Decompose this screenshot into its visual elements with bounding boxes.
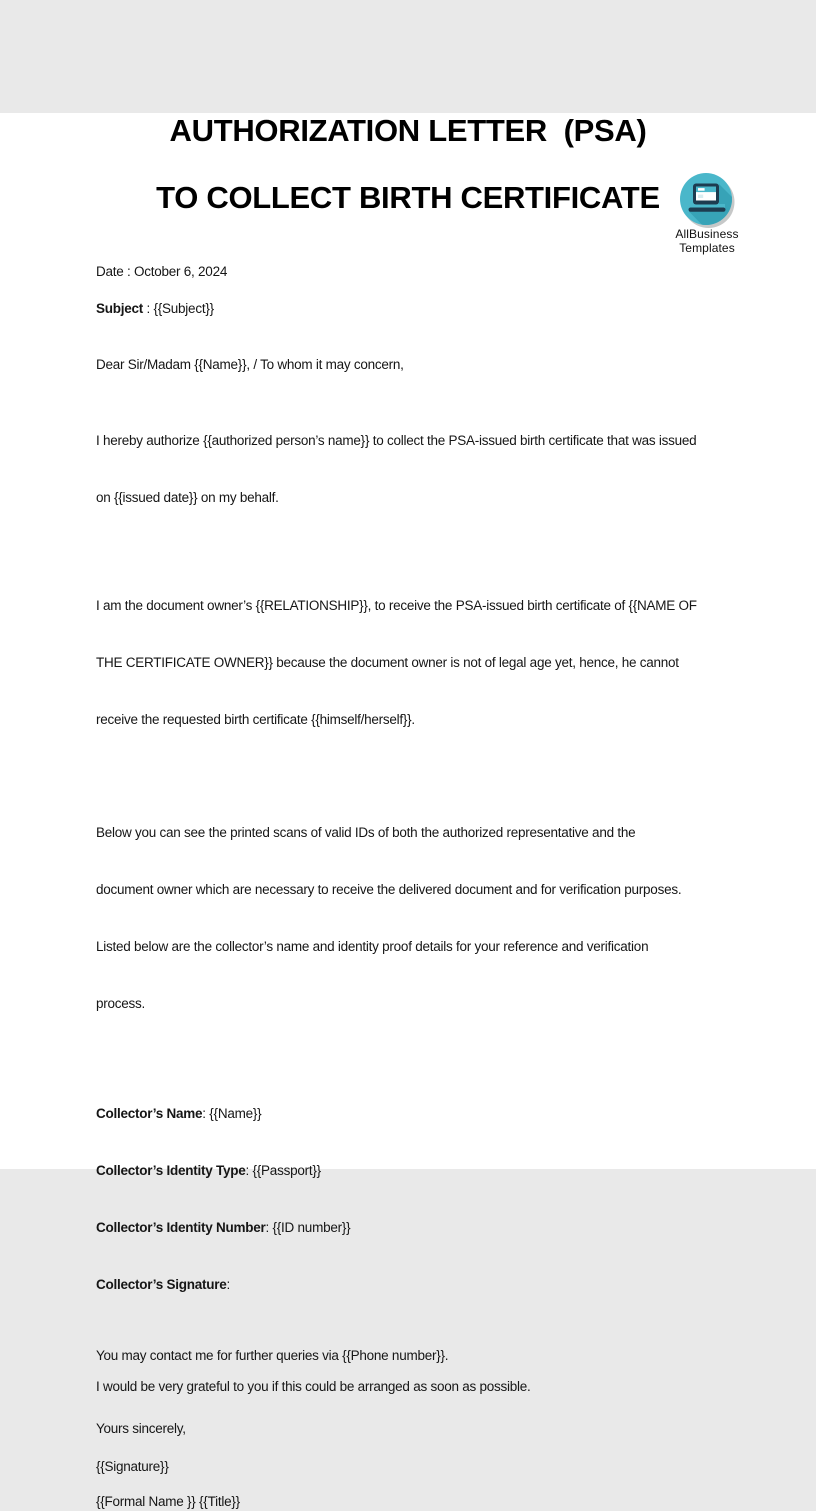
collector-identity-number-line (96, 1218, 720, 1237)
letter-body (0, 262, 816, 1511)
paragraph-line: receive the requested birth certificate {{himself/herself}}. (96, 712, 415, 727)
subject-line (96, 299, 720, 318)
collector-name-value: : {{Name}} (202, 1106, 262, 1121)
collector-signature-label: Collector’s Signature (96, 1277, 227, 1292)
collector-signature-line (96, 1275, 720, 1294)
brand-name-line2: Templates (679, 240, 735, 255)
collector-details (96, 1066, 720, 1332)
laptop-icon (679, 172, 735, 228)
paragraph-line: on {{issued date}} on my behalf. (96, 490, 279, 505)
collector-identity-type-label: Collector’s Identity Type (96, 1163, 246, 1178)
paragraph-line: I hereby authorize {{authorized person’s name}} to collect the PSA-issued birth certificate that was issued (96, 433, 697, 448)
subject-label: Subject (96, 301, 144, 316)
paragraph-relationship (96, 558, 720, 767)
paragraph-line: THE CERTIFICATE OWNER}} because the document owner is not of legal age yet, hence, he cannot (96, 655, 679, 670)
closing-line: Yours sincerely, (96, 1421, 186, 1436)
paragraph-line: document owner which are necessary to receive the delivered document and for verification purposes. (96, 882, 682, 897)
formal-name-title-line: {{Formal Name }} {{Title}} (96, 1494, 240, 1509)
contact-line: You may contact me for further queries via {{Phone number}}. (96, 1348, 449, 1363)
collector-signature-value: : (226, 1277, 231, 1292)
subject-value: : {{Subject}} (143, 301, 214, 316)
collector-name-label: Collector’s Name (96, 1106, 203, 1121)
collector-identity-number-label: Collector’s Identity Number (96, 1220, 266, 1235)
paragraph-line: process. (96, 996, 146, 1011)
paragraph-line: Below you can see the printed scans of valid IDs of both the authorized representative and the (96, 825, 636, 840)
paragraph-line: Listed below are the collector’s name and identity proof details for your reference and verification (96, 939, 649, 954)
brand-name-line1: AllBusiness (675, 227, 739, 241)
signature-placeholder: {{Signature}} (96, 1459, 169, 1474)
document-title-line1: AUTHORIZATION LETTER (PSA) (169, 113, 647, 148)
collector-identity-type-line (96, 1161, 720, 1180)
allbusiness-logo (664, 172, 750, 255)
collector-identity-type-value: : {{Passport}} (245, 1163, 321, 1178)
paragraph-authorization (96, 393, 720, 545)
greeting-line: Dear Sir/Madam {{Name}}, / To whom it may concern, (96, 357, 404, 372)
collector-name-line (96, 1104, 720, 1123)
grateful-line: I would be very grateful to you if this could be arranged as soon as possible. (96, 1379, 531, 1394)
paragraph-line: I am the document owner’s {{RELATIONSHIP}}, to receive the PSA-issued birth certificate of {{NAME OF (96, 598, 697, 613)
letter-page (0, 113, 816, 1509)
paragraph-id-scans (96, 785, 720, 1051)
document-title-line2: TO COLLECT BIRTH CERTIFICATE (156, 180, 660, 215)
date-line: Date : October 6, 2024 (96, 264, 228, 279)
collector-identity-number-value: : {{ID number}} (265, 1220, 351, 1235)
